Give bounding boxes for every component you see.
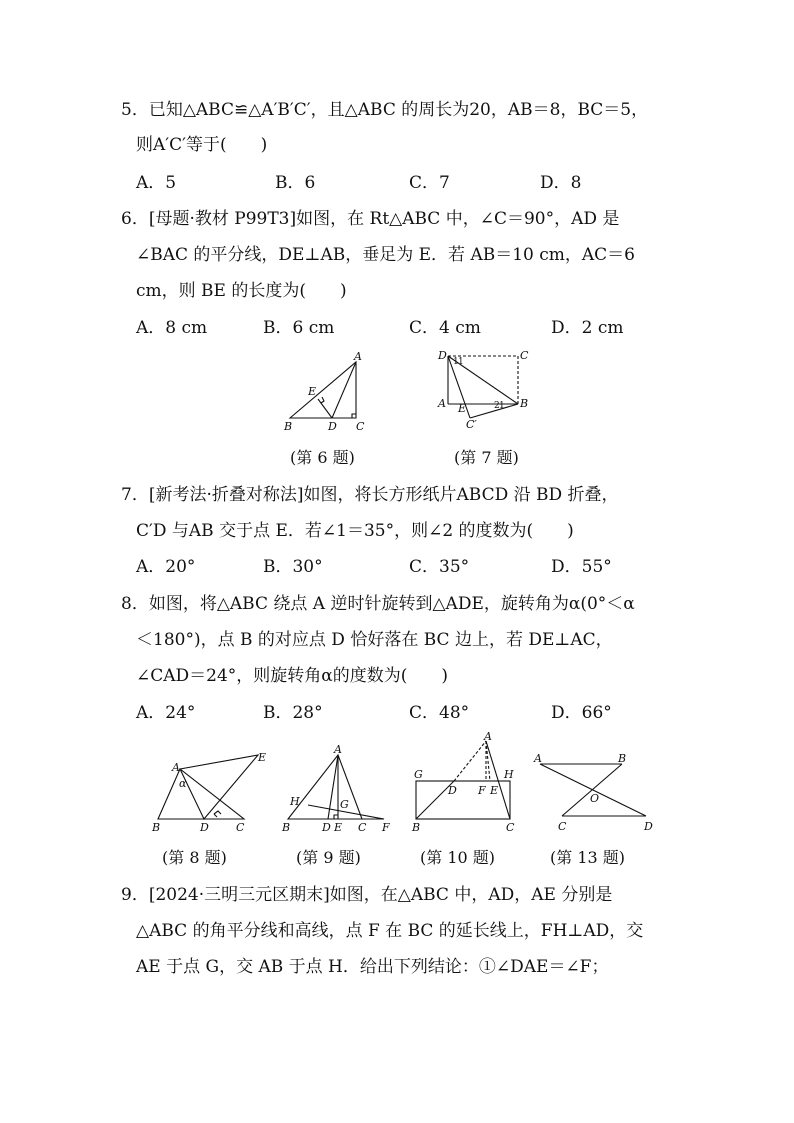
q7-option-b: B．30°	[263, 557, 323, 577]
q10-dashed-da	[454, 741, 486, 781]
q7-line-1: 7．[新考法·折叠对称法]如图，将长方形纸片ABCD 沿 BD 折叠，	[121, 485, 619, 505]
figure-q13	[532, 750, 662, 840]
q9-line-1: 9．[2024·三明三元区期末]如图，在△ABC 中，AD，AE 分别是	[121, 885, 613, 905]
figure-q8	[150, 745, 270, 835]
q9-right-angle-e	[334, 815, 338, 819]
q7-angle-2b: 1	[499, 401, 505, 411]
caption-q7: (第 7 题)	[454, 448, 519, 467]
q8-line-2: ＜180°)，点 B 的对应点 D 恰好落在 BC 边上，若 DE⊥AC，	[136, 630, 613, 650]
q6-label-d: D	[328, 420, 337, 433]
q10-label-c: C	[506, 821, 515, 834]
q7-label-d: D	[438, 349, 447, 362]
q5-option-c: C．7	[409, 173, 450, 193]
q6-label-e: E	[308, 385, 317, 398]
q6-bisector-ad	[332, 362, 356, 418]
q13-label-o: O	[590, 792, 600, 805]
q9-label-g: G	[340, 798, 349, 811]
q6-label-c: C	[356, 420, 365, 433]
q8-label-b: B	[152, 821, 161, 834]
q7-angle-2: 2	[494, 401, 500, 411]
q10-label-f: F	[478, 784, 486, 797]
q7-label-b: B	[520, 397, 529, 410]
q6-line-1: 6．[母题·教材 P99T3]如图，在 Rt△ABC 中，∠C＝90°，AD 是	[121, 209, 620, 229]
q13-label-d: D	[644, 820, 653, 833]
q8-label-c: C	[236, 821, 245, 834]
q13-label-c: C	[558, 820, 567, 833]
q5-line-1: 5．已知△ABC≌△A′B′C′，且△ABC 的周长为20，AB＝8，BC＝5，	[121, 100, 649, 120]
q7-angle-1: 1	[453, 357, 459, 367]
q6-option-c: C．4 cm	[409, 318, 481, 338]
q9-label-h: H	[290, 795, 300, 808]
q6-option-d: D．2 cm	[551, 318, 624, 338]
q9-label-d: D	[322, 821, 331, 834]
q9-label-a: A	[334, 743, 342, 756]
caption-q6: (第 6 题)	[290, 448, 355, 467]
q6-triangle-abc	[290, 362, 356, 418]
q8-line-3: ∠CAD＝24°，则旋转角α的度数为( )	[136, 666, 449, 686]
q6-option-b: B．6 cm	[263, 318, 335, 338]
q10-label-b: B	[412, 821, 421, 834]
q5-option-a: A．5	[136, 173, 177, 193]
caption-q10: (第 10 题)	[420, 848, 496, 867]
figure-q10	[406, 730, 526, 834]
q8-label-d: D	[200, 821, 209, 834]
q13-line-ad	[540, 764, 646, 816]
q6-label-a: A	[354, 350, 362, 363]
q5-option-d: D．8	[540, 173, 582, 193]
q7-line-2: C′D 与AB 交于点 E．若∠1＝35°，则∠2 的度数为( )	[136, 521, 574, 541]
q7-angle-1b: 1	[458, 357, 464, 367]
q8-option-d: D．66°	[551, 703, 612, 723]
figure-q7	[436, 348, 546, 431]
q6-line-2: ∠BAC 的平分线，DE⊥AB，垂足为 E．若 AB＝10 cm，AC＝6	[136, 245, 635, 265]
q8-label-alpha: α	[179, 777, 187, 790]
q7-label-cprime: C′	[466, 418, 477, 431]
q10-label-a: A	[484, 730, 492, 743]
q8-triangle-ade	[180, 755, 258, 819]
q6-line-3: cm，则 BE 的长度为( )	[136, 281, 347, 301]
q6-label-b: B	[284, 420, 293, 433]
q5-option-b: B．6	[275, 173, 316, 193]
q10-label-h: H	[504, 768, 514, 781]
q9-label-b: B	[282, 821, 291, 834]
q13-line-bc	[562, 764, 622, 816]
q9-line-3: AE 于点 G，交 AB 于点 H．给出下列结论：①∠DAE＝∠F；	[136, 957, 609, 977]
figure-q9	[280, 745, 405, 835]
q6-perpendicular-de	[318, 399, 332, 418]
figure-q6	[280, 352, 380, 434]
q10-label-g: G	[414, 768, 423, 781]
q7-option-d: D．55°	[551, 557, 612, 577]
q5-line-2: 则A′C′等于( )	[136, 135, 268, 155]
q7-label-c: C	[520, 349, 529, 362]
q6-right-angle-c	[352, 414, 356, 418]
q7-option-c: C．35°	[409, 557, 470, 577]
q8-option-b: B．28°	[263, 703, 323, 723]
caption-q8: (第 8 题)	[162, 848, 227, 867]
q10-label-d: D	[448, 784, 457, 797]
q13-label-a: A	[534, 752, 542, 765]
q6-right-angle-e	[321, 397, 324, 403]
q9-label-e: E	[334, 821, 343, 834]
q9-label-f: F	[382, 821, 390, 834]
q7-label-a: A	[438, 397, 446, 410]
q7-option-a: A．20°	[136, 557, 196, 577]
q8-right-angle-mark	[214, 814, 217, 817]
q8-right-angle-box	[214, 811, 221, 814]
q8-label-a: A	[172, 761, 180, 774]
q6-option-a: A．8 cm	[136, 318, 208, 338]
q13-label-b: B	[618, 752, 627, 765]
q7-label-e: E	[458, 402, 467, 415]
q9-triangle-abc	[288, 755, 362, 819]
q8-line-1: 8．如图，将△ABC 绕点 A 逆时针旋转到△ADE，旋转角为α(0°＜α	[121, 594, 635, 614]
q9-line-2: △ABC 的角平分线和高线，点 F 在 BC 的延长线上，FH⊥AD，交	[136, 921, 644, 941]
q8-option-c: C．48°	[409, 703, 470, 723]
q10-label-e: E	[490, 784, 499, 797]
q8-option-a: A．24°	[136, 703, 196, 723]
q8-label-e: E	[258, 751, 267, 764]
caption-q13: (第 13 题)	[550, 848, 626, 867]
q9-label-c: C	[358, 821, 367, 834]
caption-q9: (第 9 题)	[296, 848, 361, 867]
